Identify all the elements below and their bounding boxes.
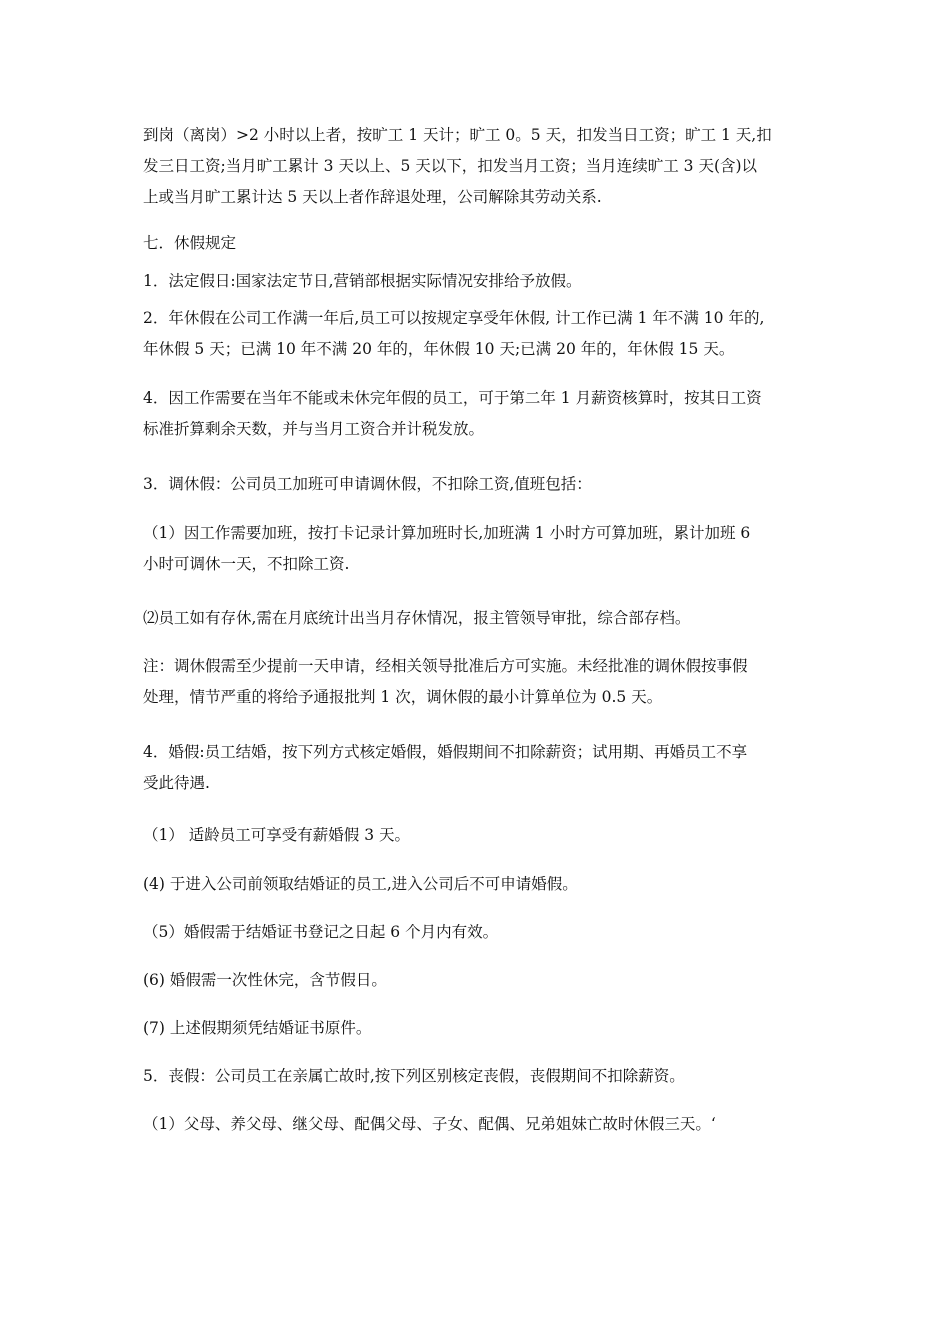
- text-line: 上或当月旷工累计达 5 天以上者作辞退处理，公司解除其劳动关系.: [143, 188, 602, 206]
- text-line: （1）父母、养父母、继父母、配偶父母、子女、配偶、兄弟姐妹亡故时休假三天。‘: [143, 1115, 716, 1133]
- text-line: 发三日工资;当月旷工累计 3 天以上、5 天以下，扣发当月工资；当月连续旷工 3 天(含)以: [143, 157, 758, 175]
- text-line: (6) 婚假需一次性休完，含节假日。: [143, 971, 387, 989]
- text-line: 1．法定假日:国家法定节日,营销部根据实际情况安排给予放假。: [143, 272, 582, 290]
- text-line: 年休假 5 天；已满 10 年不满 20 年的，年休假 10 天;已满 20 年的，年休假 15 天。: [143, 340, 735, 358]
- text-line: (7) 上述假期须凭结婚证书原件。: [143, 1019, 372, 1037]
- text-line: 2．年休假在公司工作满一年后,员工可以按规定享受年休假, 计工作已满 1 年不满 10 年的,: [143, 309, 765, 327]
- text-line: (4) 于进入公司前领取结婚证的员工,进入公司后不可申请婚假。: [143, 875, 578, 893]
- list-item-marriage-6: [143, 965, 823, 996]
- paragraph-compensatory-leave: [143, 469, 823, 500]
- list-item-marriage-4: [143, 869, 823, 900]
- list-item-bereavement-1: [143, 1109, 823, 1140]
- list-item-marriage-1: [143, 820, 823, 851]
- text-line: （5）婚假需于结婚证书登记之日起 6 个月内有效。: [143, 923, 499, 941]
- text-line: 七．休假规定: [143, 234, 237, 252]
- paragraph-note: [143, 651, 823, 713]
- text-line: 4．因工作需要在当年不能或未休完年假的员工，可于第二年 1 月薪资核算时，按其日工资: [143, 389, 762, 407]
- paragraph-annual-leave: [143, 303, 823, 365]
- list-item-marriage-5: [143, 917, 823, 948]
- text-line: 小时可调休一天，不扣除工资.: [143, 555, 350, 573]
- text-line: 5．丧假：公司员工在亲属亡故时,按下列区别核定丧假，丧假期间不扣除薪资。: [143, 1067, 685, 1085]
- text-line: 处理，情节严重的将给予通报批判 1 次，调休假的最小计算单位为 0.5 天。: [143, 688, 663, 706]
- text-line: 3．调休假：公司员工加班可申请调休假，不扣除工资,值班包括：: [143, 475, 592, 493]
- list-item-marriage-7: [143, 1013, 823, 1044]
- paragraph-bereavement-leave: [143, 1061, 823, 1092]
- paragraph-statutory-holidays: [143, 266, 823, 297]
- text-line: 4．婚假:员工结婚，按下列方式核定婚假，婚假期间不扣除薪资；试用期、再婚员工不享: [143, 743, 748, 761]
- text-line: 注：调休假需至少提前一天申请，经相关领导批准后方可实施。未经批准的调休假按事假: [143, 657, 748, 675]
- paragraph-stored-leave: [143, 603, 823, 634]
- paragraph-unused-annual-leave: [143, 383, 823, 445]
- paragraph-absence-penalty: [143, 120, 823, 213]
- section-heading-leave-rules: [143, 228, 823, 259]
- text-line: 标准折算剩余天数，并与当月工资合并计税发放。: [143, 420, 485, 438]
- paragraph-marriage-leave: [143, 737, 823, 799]
- text-line: （1）因工作需要加班，按打卡记录计算加班时长,加班满 1 小时方可算加班，累计加班 6: [143, 524, 751, 542]
- text-line: 到岗（离岗）>2 小时以上者，按旷工 1 天计；旷工 0。5 天，扣发当日工资；旷工 1 天,扣: [143, 126, 772, 144]
- text-line: ⑵员工如有存休,需在月底统计出当月存休情况，报主管领导审批，综合部存档。: [143, 609, 691, 627]
- text-line: 受此待遇.: [143, 774, 210, 792]
- text-line: （1） 适龄员工可享受有薪婚假 3 天。: [143, 826, 411, 844]
- paragraph-overtime: [143, 518, 823, 580]
